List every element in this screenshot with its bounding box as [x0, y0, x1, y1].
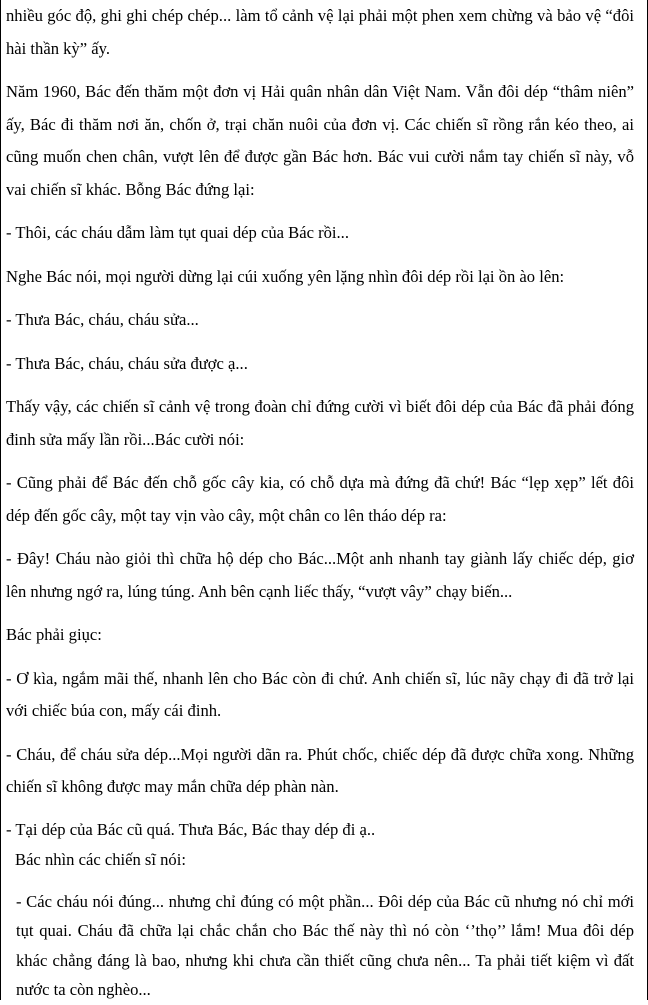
paragraph-3: - Thôi, các cháu dẫm làm tụt quai dép của Bác rồi... [6, 223, 349, 242]
paragraph-4: Nghe Bác nói, mọi người dừng lại cúi xuống yên lặng nhìn đôi dép rồi lại ồn ào lên: [6, 266, 565, 286]
paragraph-15: - Các cháu nói đúng... nhưng chỉ đúng có một phần... Đôi dép của Bác cũ nhưng nó chỉ mới tụt quai. Cháu đã chữa lại chắc chắn cho Bác thế này thì nó còn ‘’thọ’’ lắm! Mua đôi dép khác chẳng đáng là bao, nhưng khi chưa cần thiết cũng chưa nên... Ta phải tiết kiệm vì đất nước ta còn nghèo... [16, 891, 634, 999]
paragraph-6: - Thưa Bác, cháu, cháu sửa được ạ... [6, 353, 248, 373]
paragraph-9: - Đây! Cháu nào giỏi thì chữa hộ dép cho Bác...Một anh nhanh tay giành lấy chiếc dép, giơ lên nhưng ngớ ra, lúng túng. Anh bên cạnh liếc thấy, “vượt vây” chạy biến... [6, 549, 634, 601]
paragraph-13: - Tại dép của Bác cũ quá. Thưa Bác, Bác thay dép đi ạ.. [6, 819, 376, 839]
paragraph-8: - Cũng phải để Bác đến chỗ gốc cây kia, có chỗ dựa mà đứng đã chứ! Bác “lẹp xẹp” lết đôi dép đến gốc cây, một tay vịn vào cây, một chân co lên tháo dép ra: [6, 473, 634, 525]
document-body [6, 0, 634, 1005]
paragraph-11: - Ơ kìa, ngắm mãi thế, nhanh lên cho Bác còn đi chứ. Anh chiến sĩ, lúc nãy chạy đi đã trở lại với chiếc búa con, mấy cái đinh. [6, 668, 634, 720]
paragraph-1: nhiều góc độ, ghi ghi chép chép... làm tổ cảnh vệ lại phải một phen xem chừng và bảo vệ “đôi hài thần kỳ” ấy. [6, 6, 634, 58]
paragraph-2: Năm 1960, Bác đến thăm một đơn vị Hải quân nhân dân Việt Nam. Vẫn đôi dép “thâm niên” ấy, Bác đi thăm nơi ăn, chốn ở, trại chăn nuôi của đơn vị. Các chiến sĩ rồng rắn kéo theo, ai cũng muốn chen chân, vượt lên để được gần Bác hơn. Bác vui cười nắm tay chiến sĩ này, vỗ vai chiến sĩ khác. Bỗng Bác đứng lại: [6, 82, 634, 199]
paragraph-12: - Cháu, để cháu sửa dép...Mọi người dãn ra. Phút chốc, chiếc dép đã được chữa xong. Những chiến sĩ không được may mắn chữa dép phàn nàn. [6, 744, 634, 796]
paragraph-5: - Thưa Bác, cháu, cháu sửa... [6, 310, 199, 329]
paragraph-14: Bác nhìn các chiến sĩ nói: [15, 849, 186, 869]
paragraph-7: Thấy vậy, các chiến sĩ cảnh vệ trong đoàn chỉ đứng cười vì biết đôi dép của Bác đã phải đóng đinh sửa mấy lần rồi...Bác cười nói: [6, 397, 634, 449]
paragraph-10: Bác phải giục: [6, 625, 102, 644]
